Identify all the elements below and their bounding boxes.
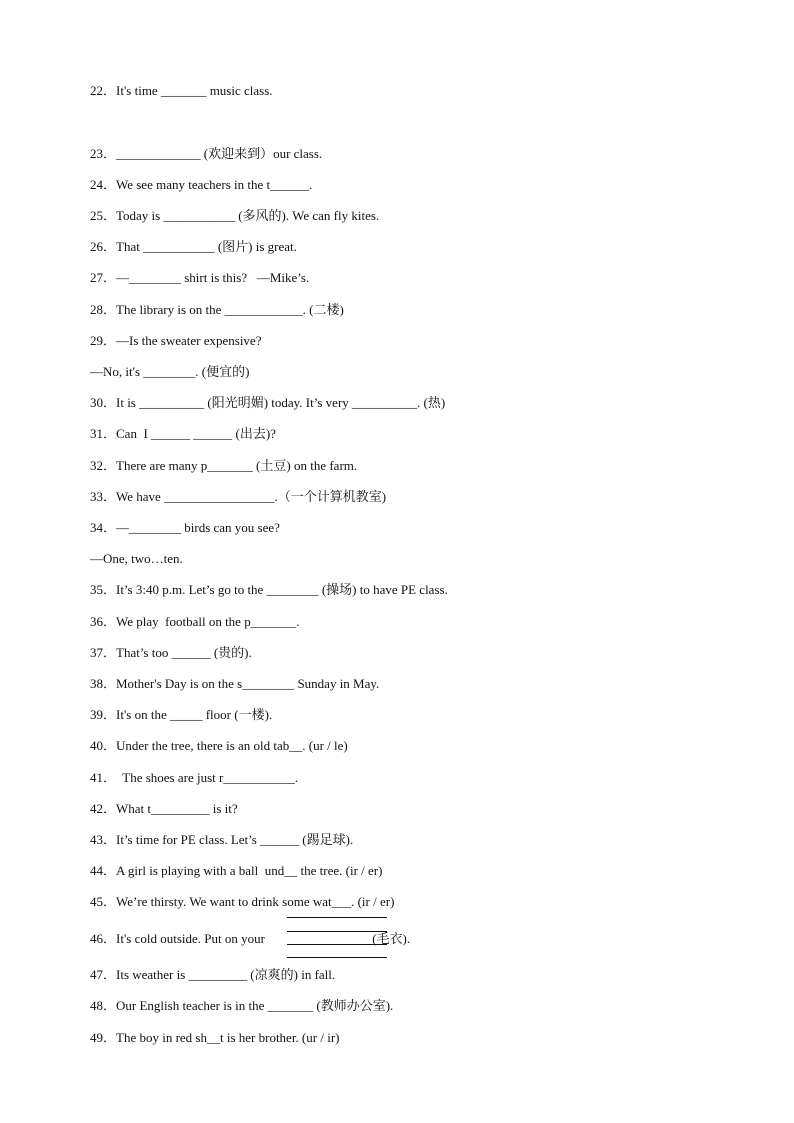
question-34-prompt: 34．—________ birds can you see? [90, 520, 280, 535]
question-23: 23．_____________ (欢迎来到）our class. [90, 146, 323, 161]
question-36: 36．We play football on the p_______. [90, 614, 300, 629]
question-46: 46．It's cold outside. Put on your (毛衣). [90, 931, 411, 946]
question-45: 45．We’re thirsty. We want to drink some wat___. (ir / er) [90, 894, 395, 909]
question-29-prompt: 29．—Is the sweater expensive? [90, 333, 262, 348]
question-29-answer: —No, it's ________. (便宜的) [90, 364, 250, 379]
question-33: 33．We have _________________.（一个计算机教室) [90, 489, 387, 504]
question-48: 48．Our English teacher is in the _______ (教师办公室). [90, 998, 394, 1013]
question-35: 35．It’s 3:40 p.m. Let’s go to the ________ (操场) to have PE class. [90, 582, 448, 597]
question-32: 32．There are many p_______ (土豆) on the farm. [90, 458, 358, 473]
question-34-answer: —One, two…ten. [90, 551, 183, 566]
question-27: 27．—________ shirt is this? —Mike’s. [90, 270, 310, 285]
question-24: 24．We see many teachers in the t______. [90, 177, 313, 192]
question-41: 41． The shoes are just r___________. [90, 770, 299, 785]
question-28: 28．The library is on the ____________. (二楼) [90, 302, 344, 317]
question-31: 31．Can I ______ ______ (出去)? [90, 426, 276, 441]
question-39: 39．It's on the _____ floor (一楼). [90, 707, 273, 722]
question-44: 44．A girl is playing with a ball und__ the tree. (ir / er) [90, 863, 383, 878]
question-30: 30．It is __________ (阳光明媚) today. It’s very __________. (热) [90, 395, 446, 410]
question-25: 25．Today is ___________ (多风的). We can fly kites. [90, 208, 380, 223]
question-37: 37．That’s too ______ (贵的). [90, 645, 252, 660]
question-38: 38．Mother's Day is on the s________ Sunday in May. [90, 676, 380, 691]
question-47: 47．Its weather is _________ (凉爽的) in fall. [90, 967, 336, 982]
question-42: 42．What t_________ is it? [90, 801, 238, 816]
answer-line-46-1 [287, 917, 387, 918]
question-49: 49．The boy in red sh__t is her brother. (ur / ir) [90, 1030, 340, 1045]
question-40: 40．Under the tree, there is an old tab__. (ur / le) [90, 738, 348, 753]
question-26: 26．That ___________ (图片) is great. [90, 239, 297, 254]
question-22: 22．It's time _______ music class. [90, 83, 273, 98]
question-43: 43．It’s time for PE class. Let’s ______ (踢足球). [90, 832, 354, 847]
answer-line-46-4 [287, 957, 387, 958]
